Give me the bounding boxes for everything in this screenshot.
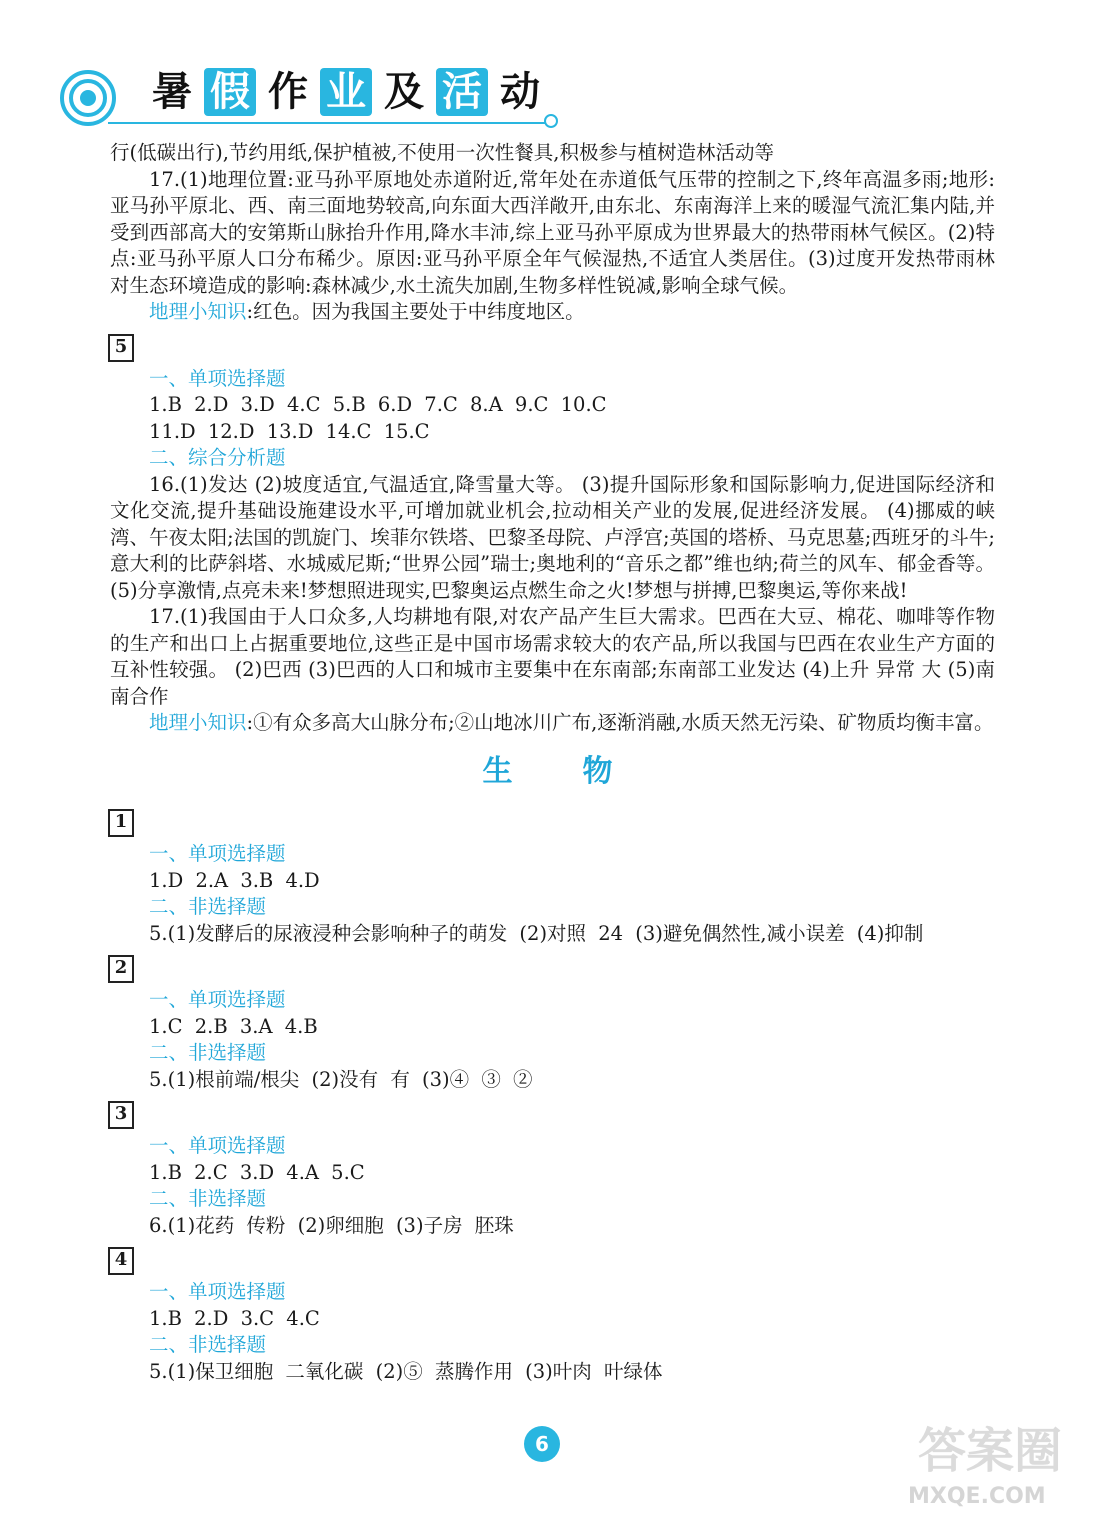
geo-tip-1 xyxy=(110,299,995,326)
circle-logo-icon xyxy=(60,70,116,126)
watermark-logo: 答案圈 xyxy=(918,1423,1063,1479)
answer-line: 11.D 12.D 13.D 14.C 15.C xyxy=(149,419,430,443)
tip-label: 地理小知识 xyxy=(149,711,247,734)
section-heading: 一、单项选择题 xyxy=(149,1280,286,1303)
answer-content xyxy=(110,140,995,1385)
section-number-4: 4 xyxy=(108,1247,134,1275)
section-heading: 一、单项选择题 xyxy=(149,1134,286,1157)
brand-char: 假 xyxy=(204,68,256,116)
tip-label: 地理小知识 xyxy=(149,300,247,323)
section-heading: 一、单项选择题 xyxy=(149,366,286,390)
section-heading: 二、综合分析题 xyxy=(149,446,286,469)
section-number-5: 5 xyxy=(108,334,134,362)
tip-text: :红色。因为我国主要处于中纬度地区。 xyxy=(246,300,585,323)
tip-text: :①有众多高大山脉分布;②山地冰川广布,逐渐消融,水质天然无污染、矿物质均衡丰富。 xyxy=(246,711,994,734)
section-heading: 一、单项选择题 xyxy=(149,988,286,1011)
header-divider xyxy=(108,122,548,124)
answer-line: 5.(1)发酵后的尿液浸种会影响种子的萌发 (2)对照 24 (3)避免偶然性,减小误差 (4)抑制 xyxy=(149,921,924,945)
brand-char: 及 xyxy=(384,69,424,115)
watermark xyxy=(908,1412,1088,1522)
section-heading: 一、单项选择题 xyxy=(149,842,286,865)
section-number-2: 2 xyxy=(108,955,134,983)
brand-char: 作 xyxy=(268,69,308,115)
subject-title: 生物 xyxy=(482,753,683,789)
geo-q16: 16.(1)发达 (2)坡度适宜,气温适宜,降雪量大等。 (3)提升国际形象和国际影响力,促进国际经济和文化交流,提升基础设施建设水平,可增加就业机会,拉动相关产业的发展,促进经济发展。 (4)挪威的峡湾、午夜太阳;法国的凯旋门、埃菲尔铁塔、巴黎圣母院、卢浮宫;英国的塔桥、马克思墓;西班牙的斗牛;意大利的比萨斜塔、水城威尼斯;“世界公园”瑞士;奥地利的“音乐之都”维也纳;荷兰的风车、郁金香等。 (5)分享激情,点亮未来!梦想照进现实,巴黎奥运点燃生命之火!梦想与拼搏,巴黎奥运,等你来战! xyxy=(110,472,995,602)
geo-tip-2 xyxy=(110,710,995,737)
geo-paragraph: 行(低碳出行),节约用纸,保护植被,不使用一次性餐具,积极参与植树造林活动等 xyxy=(110,141,775,164)
answer-line: 5.(1)保卫细胞 二氧化碳 (2)⑤ 蒸腾作用 (3)叶肉 叶绿体 xyxy=(149,1359,663,1383)
geo-q17b: 17.(1)我国由于人口众多,人均耕地有限,对农产品产生巨大需求。巴西在大豆、棉花、咖啡等作物的生产和出口上占据重要地位,这些正是中国市场需求较大的农产品,所以我国与巴西在农业生产方面的互补性较强。 (2)巴西 (3)巴西的人口和城市主要集中在东南部;东南部工业发达 (4)上升 异常 大 (5)南南合作 xyxy=(110,605,995,708)
section-heading: 二、非选择题 xyxy=(149,1041,267,1064)
brand-char: 业 xyxy=(320,68,372,116)
watermark-text: MXQE.COM xyxy=(908,1484,1046,1509)
brand-char: 暑 xyxy=(152,69,192,115)
brand-char: 活 xyxy=(436,68,488,116)
answer-line: 1.C 2.B 3.A 4.B xyxy=(149,1014,318,1038)
section-number-3: 3 xyxy=(108,1101,134,1129)
page-number: 6 xyxy=(524,1426,560,1462)
geo-q17: 17.(1)地理位置:亚马孙平原地处赤道附近,常年处在赤道低气压带的控制之下,终年高温多雨;地形:亚马孙平原北、西、南三面地势较高,向东面大西洋敞开,由东北、东南海洋上来的暖湿气流汇集内陆,并受到西部高大的安第斯山脉抬升作用,降水丰沛,综上亚马孙平原成为世界最大的热带雨林气候区。(2)特点:亚马孙平原人口分布稀少。原因:亚马孙平原全年气候湿热,不适宜人类居住。(3)过度开发热带雨林对生态环境造成的影响:森林减少,水土流失加剧,生物多样性锐减,影响全球气候。 xyxy=(110,167,995,297)
answer-line: 1.B 2.D 3.D 4.C 5.B 6.D 7.C 8.A 9.C 10.C xyxy=(149,393,607,416)
section-heading: 二、非选择题 xyxy=(149,895,267,918)
section-heading: 二、非选择题 xyxy=(149,1333,267,1356)
answer-line: 5.(1)根前端/根尖 (2)没有 有 (3)④ ③ ② xyxy=(149,1067,533,1091)
brand-title xyxy=(146,68,546,116)
answer-line: 1.B 2.D 3.C 4.C xyxy=(149,1306,320,1330)
answer-line: 6.(1)花药 传粉 (2)卵细胞 (3)子房 胚珠 xyxy=(149,1213,514,1237)
answer-line: 1.D 2.A 3.B 4.D xyxy=(149,868,320,892)
answer-line: 1.B 2.C 3.D 4.A 5.C xyxy=(149,1160,365,1184)
section-heading: 二、非选择题 xyxy=(149,1187,267,1210)
page-header xyxy=(60,62,580,142)
header-dot-icon xyxy=(544,114,558,128)
brand-char: 动 xyxy=(500,69,540,115)
section-number-1: 1 xyxy=(108,809,134,837)
